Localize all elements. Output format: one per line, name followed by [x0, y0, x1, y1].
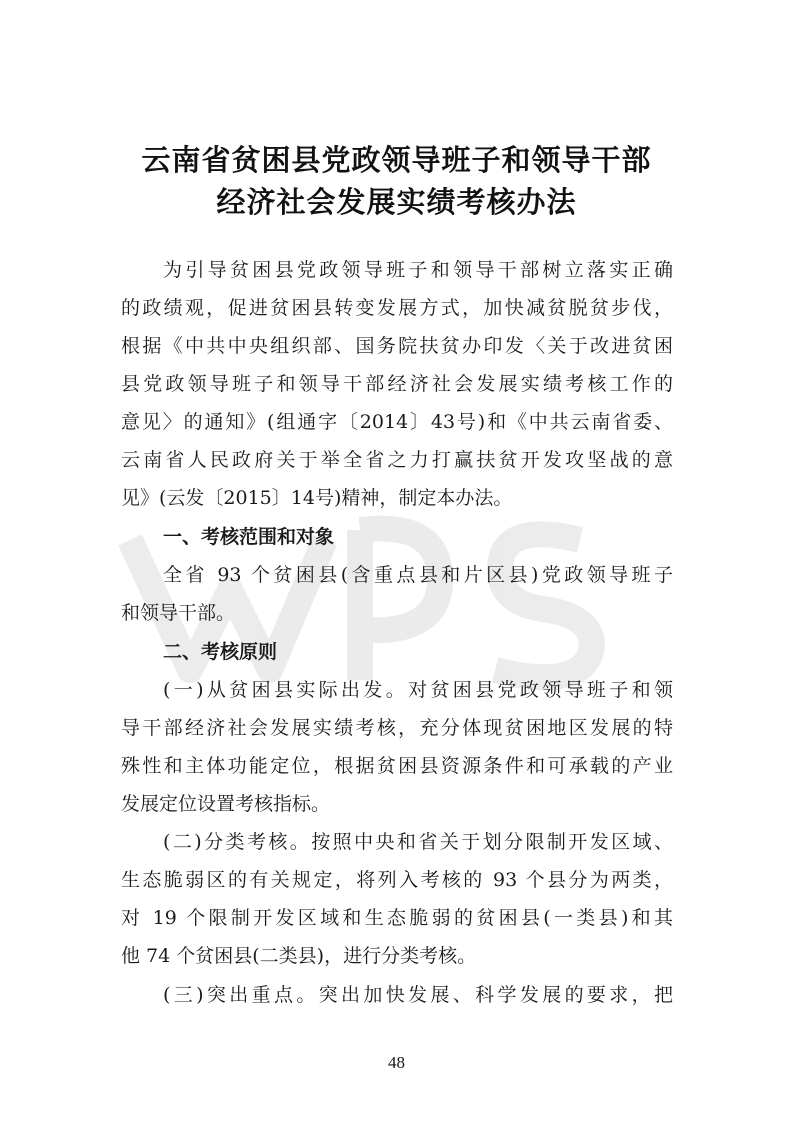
body-text-line: (三)突出重点。突出加快发展、科学发展的要求，把 — [163, 984, 673, 1006]
body-text-line: 见》(云发〔2015〕14号)精神，制定本办法。 — [121, 487, 513, 509]
body-text-line: 全省 93 个贫困县(含重点县和片区县)党政领导班子 — [163, 564, 673, 586]
body-text-line: 县党政领导班子和领导干部经济社会发展实绩考核工作的 — [121, 373, 673, 395]
body-text-line: 的政绩观，促进贫困县转变发展方式，加快减贫脱贫步伐， — [121, 297, 673, 319]
body-text-line: 和领导干部。 — [121, 602, 236, 624]
body-text-line: 对 19 个限制开发区域和生态脆弱的贫困县(一类县)和其 — [121, 907, 673, 929]
body-text-line: 殊性和主体功能定位，根据贫困县资源条件和可承载的产业 — [121, 755, 673, 777]
body-text-line: 根据《中共中央组织部、国务院扶贫办印发〈关于改进贫困 — [121, 335, 673, 357]
body-text-line: 导干部经济社会发展实绩考核，充分体现贫困地区发展的特 — [121, 717, 673, 739]
body-text-line: 为引导贫困县党政领导班子和领导干部树立落实正确 — [163, 259, 673, 281]
page-number: 48 — [388, 1053, 405, 1072]
body-text-line: (一)从贫困县实际出发。对贫困县党政领导班子和领 — [163, 679, 673, 701]
body-text-line: 生态脆弱区的有关规定，将列入考核的 93 个县分为两类， — [121, 869, 673, 891]
body-text-line: (二)分类考核。按照中央和省关于划分限制开发区域、 — [163, 831, 673, 853]
document-title-line-2: 经济社会发展实绩考核办法 — [216, 185, 577, 219]
body-text-line: 意见〉的通知》(组通字〔2014〕43号)和《中共云南省委、 — [121, 411, 673, 433]
document-title-line-1: 云南省贫困县党政领导班子和领导干部 — [141, 143, 652, 177]
section-heading-principles: 二、考核原则 — [163, 641, 278, 663]
section-heading-scope: 一、考核范围和对象 — [163, 526, 335, 548]
body-text-line: 云南省人民政府关于举全省之力打赢扶贫开发攻坚战的意 — [121, 449, 673, 471]
body-text-line: 他 74 个贫困县(二类县)，进行分类考核。 — [121, 945, 477, 967]
body-text-line: 发展定位设置考核指标。 — [121, 793, 331, 815]
